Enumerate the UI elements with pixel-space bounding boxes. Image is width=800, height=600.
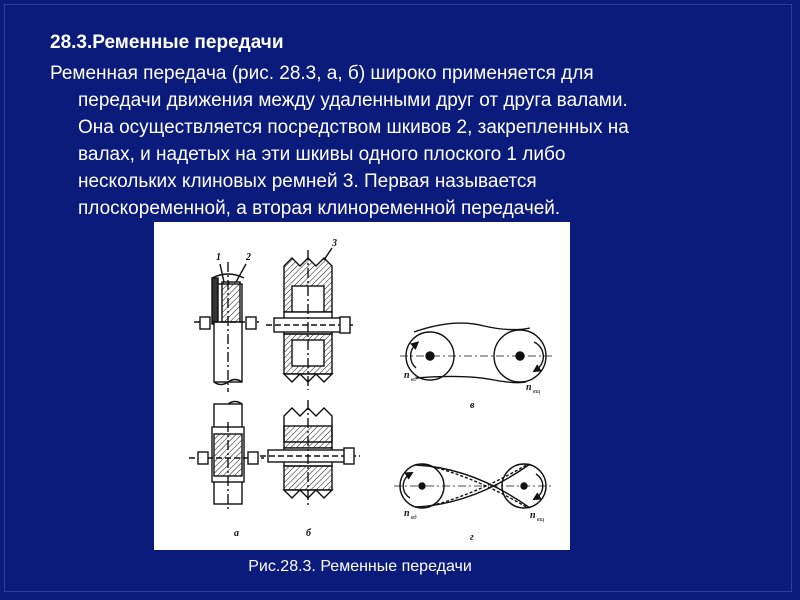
speed-driving-v: n: [404, 370, 410, 381]
speed-driven-sub-v: вщ: [533, 389, 541, 395]
speed-driven-g: n: [530, 510, 536, 521]
speed-driven-sub-g: вщ: [537, 517, 545, 523]
panel-g-crossed-belt: [394, 464, 552, 508]
panel-label-g: г: [470, 532, 474, 543]
speed-driven-v: n: [526, 382, 532, 393]
callout-3: 3: [332, 238, 337, 249]
paragraph-line: Ременная передача (рис. 28.3, а, б) широко применяется для: [50, 63, 594, 84]
callout-2: 2: [246, 252, 251, 263]
paragraph-line: передачи движения между удаленными друг от друга валами.: [78, 90, 628, 111]
panel-label-a: а: [234, 528, 239, 539]
paragraph-line: валах, и надетых на эти шкивы одного плоского 1 либо: [78, 144, 566, 165]
panel-v-open-belt: [400, 323, 554, 383]
body-paragraph: [50, 60, 750, 222]
paragraph-line: Она осуществляется посредством шкивов 2, закрепленных на: [78, 117, 629, 138]
belt-drive-figure: [154, 222, 570, 550]
speed-driving-sub-v: вд: [411, 377, 417, 383]
figure-caption: Рис.28.3. Ременные передачи: [248, 558, 472, 575]
paragraph-line: плоскоременной, а вторая клиноременной передачей.: [78, 198, 561, 219]
belt-drive-drawing: [154, 222, 570, 550]
panel-b-v-belt: [260, 248, 360, 507]
panel-label-v: в: [470, 400, 475, 411]
panel-a-flat-belt: [189, 262, 264, 512]
callout-1: 1: [216, 252, 221, 263]
speed-driving-sub-g: вд: [411, 515, 417, 521]
paragraph-line: нескольких клиновых ремней 3. Первая называется: [78, 171, 537, 192]
panel-label-b: б: [306, 528, 311, 539]
speed-driving-g: n: [404, 508, 410, 519]
slide-heading: 28.3.Ременные передачи: [50, 32, 284, 53]
